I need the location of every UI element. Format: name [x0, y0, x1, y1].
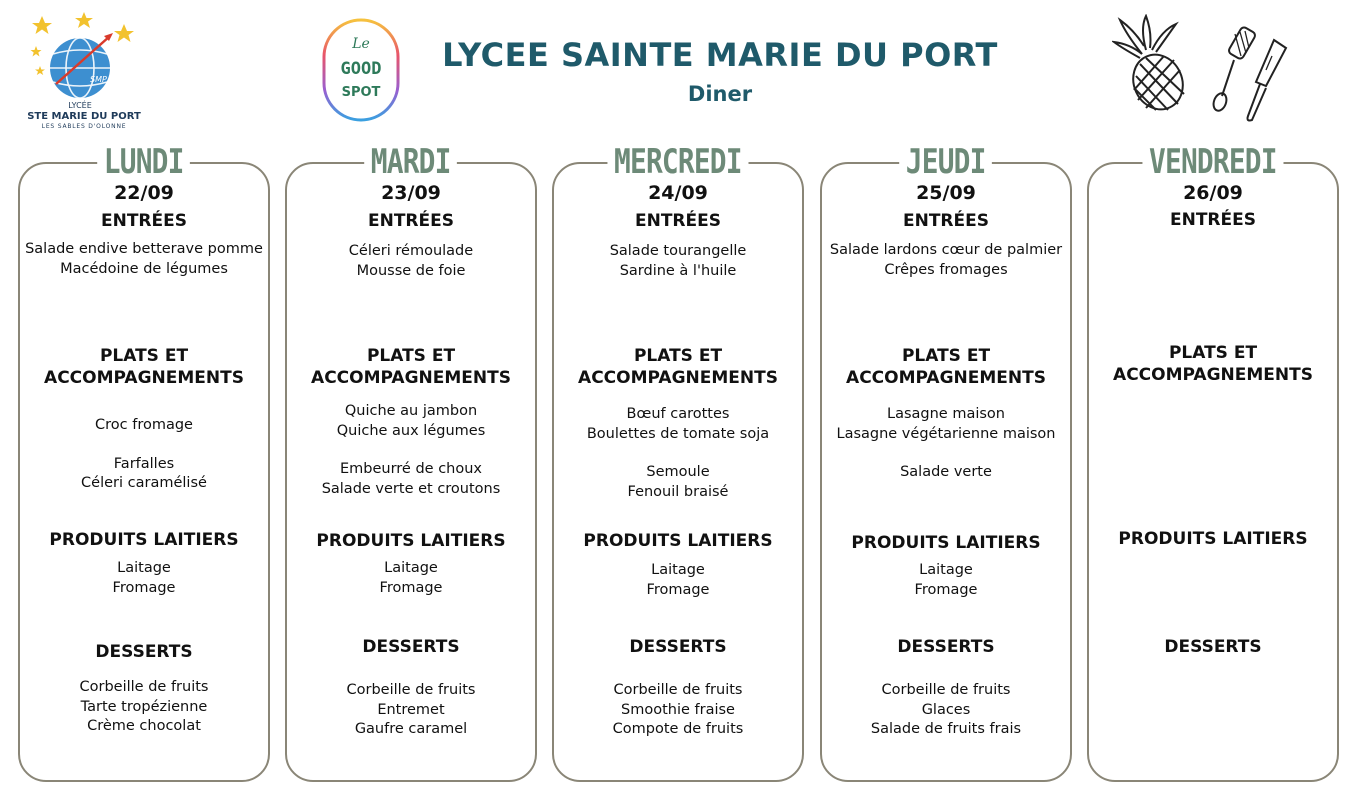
section-plats-line1: PLATS ET: [1168, 343, 1258, 363]
plats-list: [18, 416, 270, 494]
menu-item: Salade endive betterave pomme: [25, 241, 263, 257]
lycee-logo-line2: STE MARIE DU PORT: [27, 111, 141, 122]
desserts-list: [18, 678, 270, 737]
section-laitiers: PRODUITS LAITIERS: [851, 533, 1041, 553]
section-plats: [1087, 342, 1339, 386]
section-plats: [820, 345, 1072, 389]
menu-item: Quiche au jambon: [344, 403, 478, 419]
menu-item: Lasagne végétarienne maison: [836, 425, 1056, 442]
laitiers-list: [18, 559, 270, 598]
menu-item: Céleri rémoulade: [348, 243, 474, 259]
section-desserts: DESSERTS: [95, 642, 193, 662]
section-laitiers: PRODUITS LAITIERS: [316, 531, 506, 551]
day-name: JEUDI: [820, 140, 1072, 184]
menu-item: Fromage: [646, 581, 710, 598]
utensils-icon: [1208, 20, 1294, 124]
section-entrees: ENTRÉES: [635, 211, 721, 231]
menu-item: Fromage: [112, 579, 176, 596]
menu-item: Macédoine de légumes: [60, 260, 228, 277]
section-plats-line1: PLATS ET: [901, 346, 991, 366]
day-date: 26/09: [1183, 182, 1243, 204]
plats-list: [820, 405, 1072, 483]
menu-item: Laitage: [384, 560, 438, 576]
plats-list: [552, 405, 804, 502]
section-plats-line2: ACCOMPAGNEMENTS: [1113, 365, 1313, 385]
menu-item: Sardine à l'huile: [619, 262, 737, 279]
day-column-mercredi: [552, 140, 804, 782]
menu-item: Smoothie fraise: [621, 701, 735, 718]
section-entrees: ENTRÉES: [368, 211, 454, 231]
section-plats: [552, 345, 804, 389]
entrees-list: [285, 242, 537, 281]
menu-item: Laitage: [117, 560, 171, 576]
section-plats-line1: PLATS ET: [99, 346, 189, 366]
desserts-list: [820, 681, 1072, 740]
menu-item: Crêpes fromages: [884, 261, 1008, 278]
day-column-lundi: [18, 140, 270, 782]
laitiers-list: [820, 561, 1072, 600]
section-desserts: DESSERTS: [362, 637, 460, 657]
day-column-mardi: [285, 140, 537, 782]
day-card: [1087, 162, 1339, 782]
section-entrees: ENTRÉES: [903, 211, 989, 231]
section-laitiers: PRODUITS LAITIERS: [1118, 529, 1308, 549]
section-entrees: ENTRÉES: [101, 211, 187, 231]
laitiers-list: [552, 561, 804, 600]
desserts-list: [552, 681, 804, 740]
entrees-list: [18, 240, 270, 279]
section-plats-line2: ACCOMPAGNEMENTS: [44, 368, 244, 388]
day-name: MERCREDI: [552, 140, 804, 184]
menu-item: Salade verte et croutons: [321, 480, 501, 497]
plats-list: [285, 402, 537, 499]
menu-item: Croc fromage: [95, 417, 193, 433]
section-plats-line2: ACCOMPAGNEMENTS: [311, 368, 511, 388]
good-spot-le: Le: [352, 36, 370, 52]
section-desserts: DESSERTS: [897, 637, 995, 657]
menu-item: Laitage: [651, 562, 705, 578]
day-name: MARDI: [285, 140, 537, 184]
day-name: LUNDI: [18, 140, 270, 184]
menu-item: Salade de fruits frais: [870, 721, 1022, 737]
menu-item: Boulettes de tomate soja: [586, 425, 770, 442]
menu-item: Fenouil braisé: [627, 483, 729, 500]
menu-item: Entremet: [377, 701, 445, 718]
menu-item: Lasagne maison: [887, 406, 1005, 422]
menu-item: Corbeille de fruits: [613, 682, 743, 698]
menu-item: Embeurré de choux: [339, 461, 483, 477]
page-subtitle: Diner: [687, 82, 753, 106]
day-date: 25/09: [916, 182, 976, 204]
menu-item: Corbeille de fruits: [346, 682, 476, 698]
menu-item: Fromage: [914, 581, 978, 598]
menu-item: Semoule: [646, 464, 710, 480]
menu-item: Laitage: [919, 562, 973, 578]
entrees-list: [552, 242, 804, 281]
menu-item: Salade lardons cœur de palmier: [829, 242, 1063, 258]
menu-item: Salade tourangelle: [609, 243, 747, 259]
day-date: 23/09: [381, 182, 441, 204]
section-plats-line2: ACCOMPAGNEMENTS: [846, 368, 1046, 388]
day-name: VENDREDI: [1087, 140, 1339, 184]
menu-item: Glaces: [921, 701, 971, 718]
desserts-list: [285, 681, 537, 740]
pineapple-icon: [1112, 14, 1198, 114]
menu-item: Fromage: [379, 579, 443, 596]
menu-item: Tarte tropézienne: [80, 698, 208, 715]
menu-item: Corbeille de fruits: [79, 679, 209, 695]
section-plats-line1: PLATS ET: [633, 346, 723, 366]
menu-item: Corbeille de fruits: [881, 682, 1011, 698]
lycee-logo-line1: LYCÉE: [68, 101, 92, 110]
menu-item: Salade verte: [900, 464, 992, 480]
section-plats: [18, 345, 270, 389]
menu-item: Bœuf carottes: [626, 406, 730, 422]
menu-item: Crème chocolat: [87, 718, 201, 734]
menu-item: Quiche aux légumes: [336, 422, 486, 439]
menu-item: Mousse de foie: [356, 262, 466, 279]
menu-item: Gaufre caramel: [354, 721, 468, 737]
day-column-jeudi: [820, 140, 1072, 782]
section-desserts: DESSERTS: [1164, 637, 1262, 657]
good-spot-good: GOOD: [340, 59, 382, 79]
lycee-logo-badge: SMP: [90, 75, 107, 84]
entrees-list: [820, 241, 1072, 280]
lycee-logo: [18, 6, 158, 130]
section-plats-line2: ACCOMPAGNEMENTS: [578, 368, 778, 388]
day-column-vendredi: [1087, 140, 1339, 782]
good-spot-spot: SPOT: [341, 85, 381, 100]
day-date: 24/09: [648, 182, 708, 204]
day-date: 22/09: [114, 182, 174, 204]
menu-item: Compote de fruits: [612, 721, 744, 737]
section-entrees: ENTRÉES: [1170, 210, 1256, 230]
menu-item: Céleri caramélisé: [81, 475, 207, 491]
section-desserts: DESSERTS: [629, 637, 727, 657]
section-plats-line1: PLATS ET: [366, 346, 456, 366]
laitiers-list: [285, 559, 537, 598]
section-laitiers: PRODUITS LAITIERS: [583, 531, 773, 551]
menu-item: Farfalles: [113, 455, 175, 472]
lycee-logo-line3: LES SABLES D'OLONNE: [41, 123, 127, 130]
section-laitiers: PRODUITS LAITIERS: [49, 530, 239, 550]
section-plats: [285, 345, 537, 389]
page-title: LYCEE SAINTE MARIE DU PORT: [442, 36, 998, 74]
